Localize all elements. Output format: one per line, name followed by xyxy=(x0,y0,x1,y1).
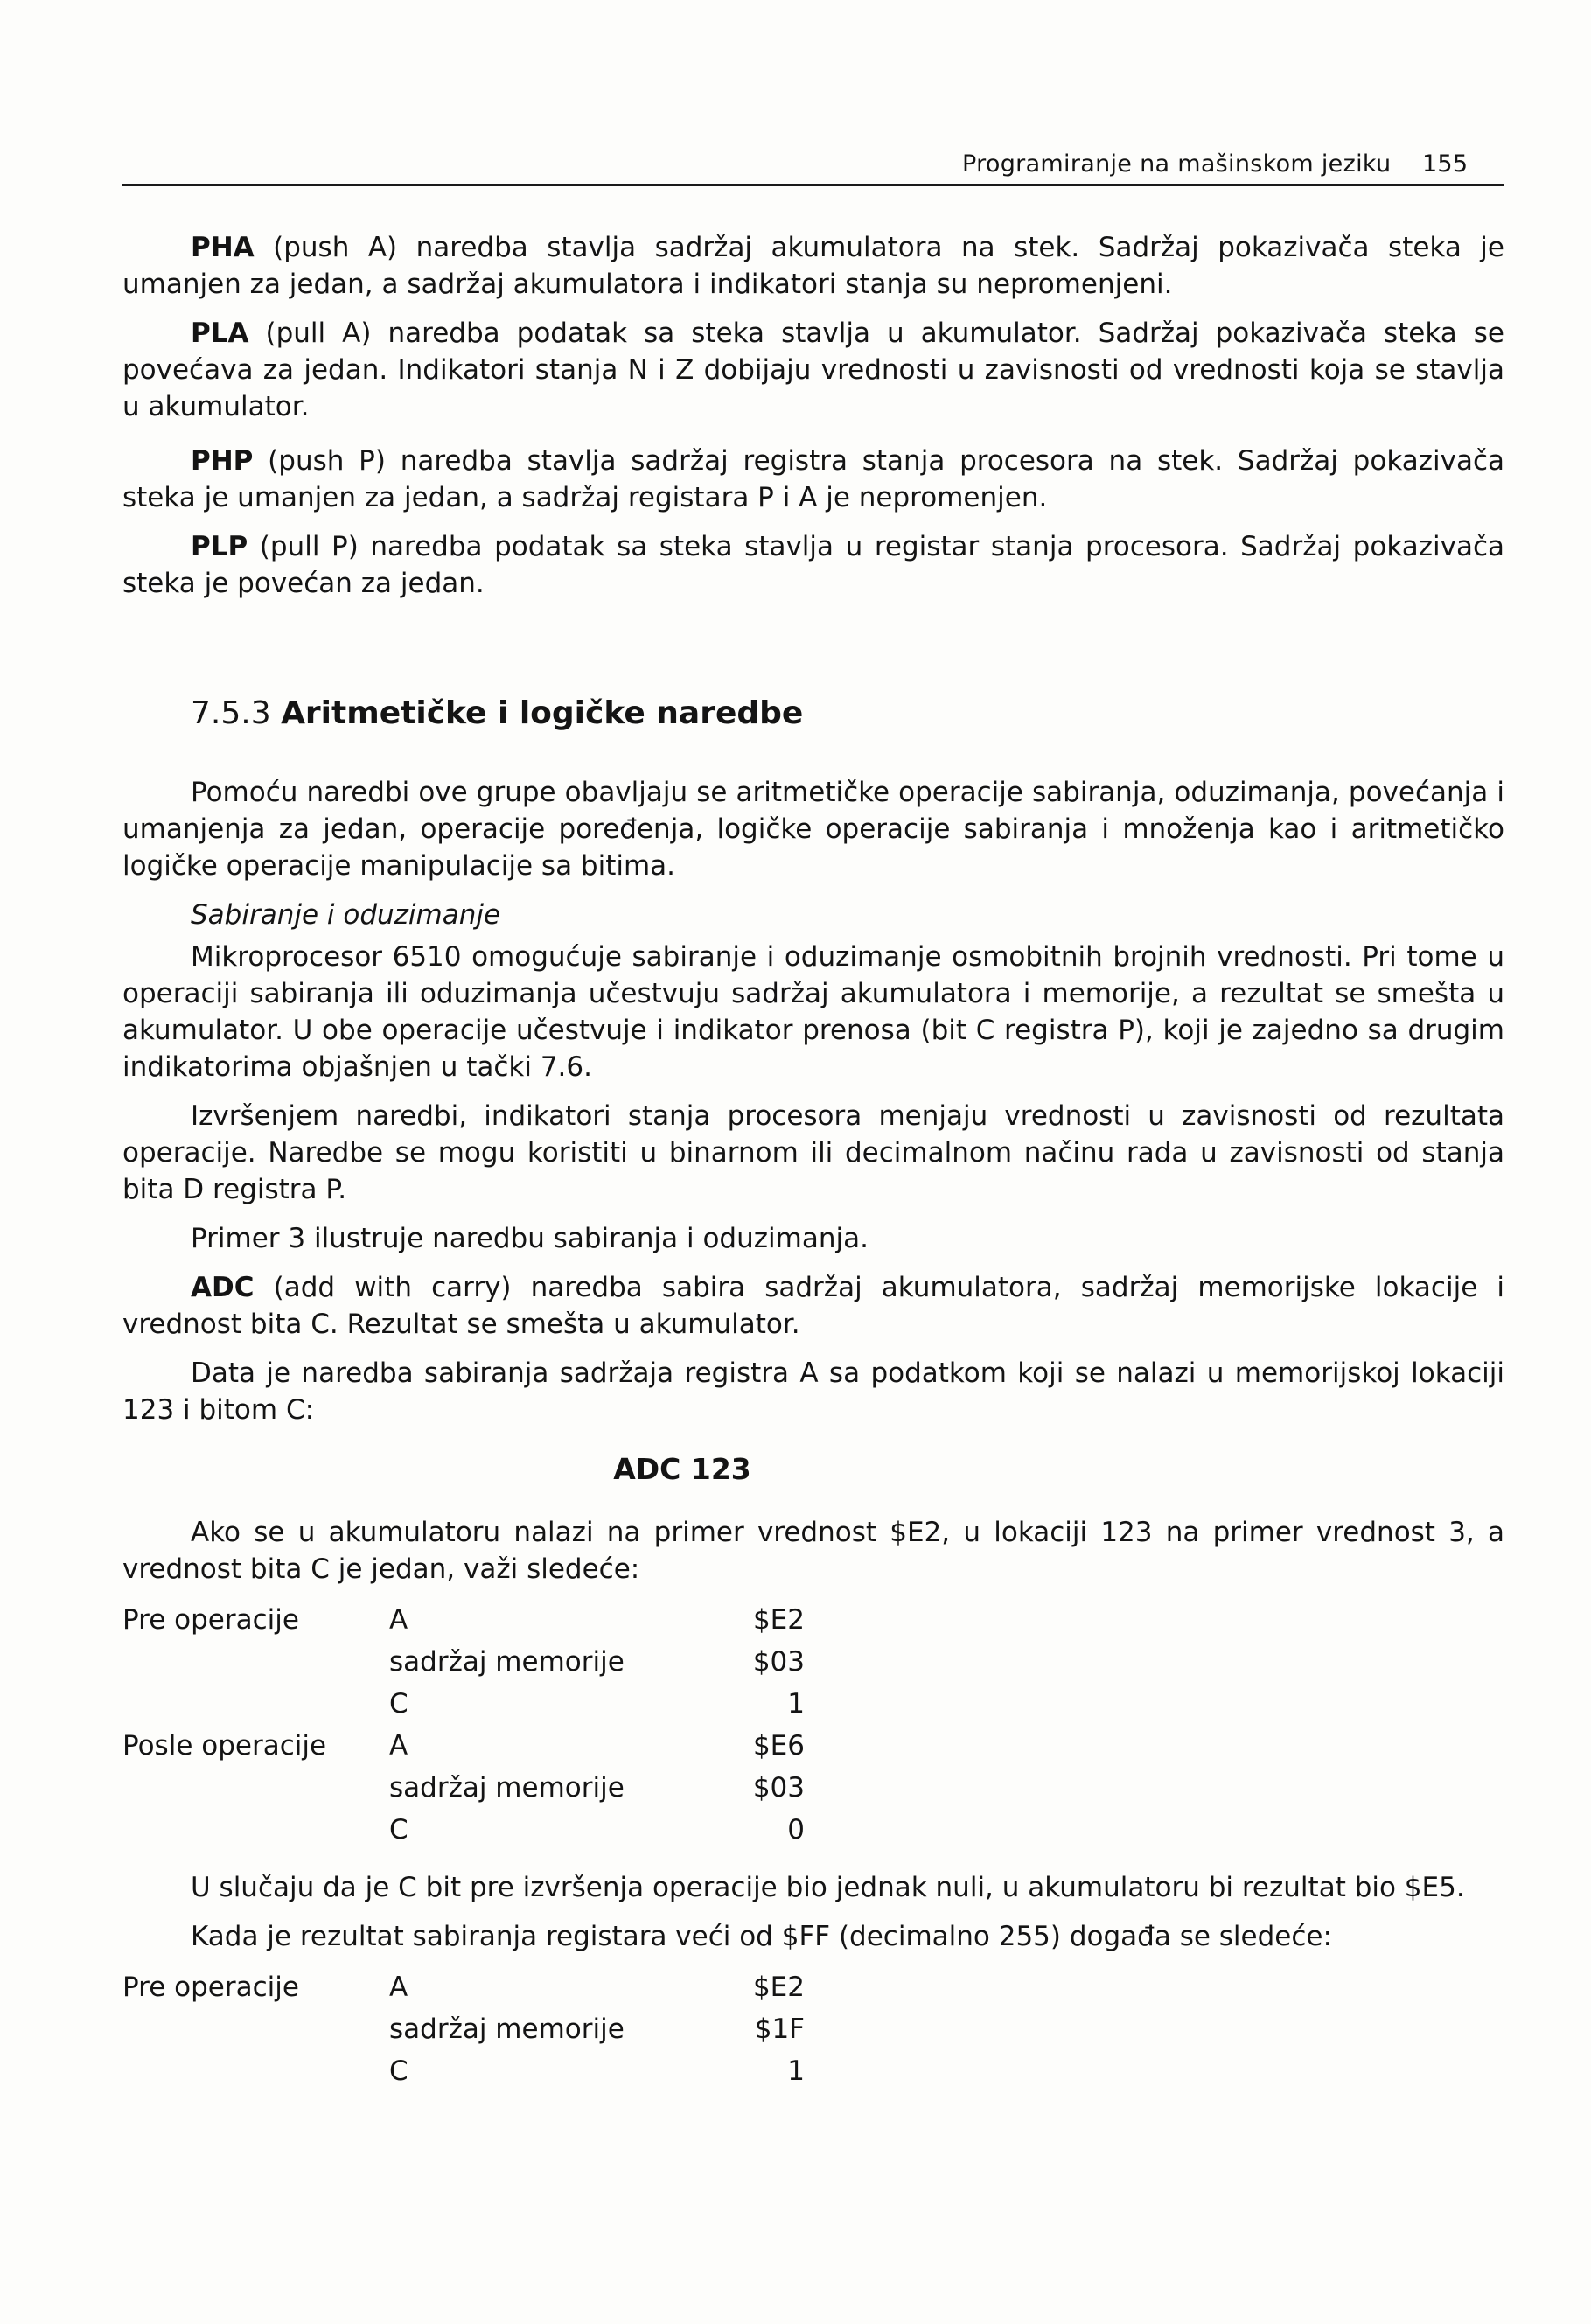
running-head xyxy=(962,150,1468,178)
register-name: sadržaj memorije xyxy=(389,2013,625,2045)
mnemonic-pla: PLA xyxy=(191,318,249,349)
subheading: Sabiranje i oduzimanje xyxy=(191,899,501,931)
example2-table xyxy=(122,1967,805,2093)
mnemonic-adc: ADC xyxy=(191,1272,255,1303)
table-row xyxy=(122,1600,805,1642)
mnemonic-php: PHP xyxy=(191,445,254,477)
page-number: 155 xyxy=(1421,150,1469,178)
register-name: C xyxy=(389,2055,408,2087)
paragraph-p2: Izvršenjem naredbi, indikatori stanja procesora menjaju vrednosti u zavisnosti od rezultata operacije. Naredbe se mogu koristiti u binarnom ili decimalnom načinu rada u zavisnosti od stanja bita D registra P. xyxy=(122,1100,1504,1205)
paragraph-p6: U slučaju da je C bit pre izvršenja operacije bio jednak nuli, u akumulatoru bi rezultat bio $E5. xyxy=(191,1872,1465,1903)
section-heading xyxy=(191,695,803,731)
example1-table xyxy=(122,1600,805,1852)
register-name: sadržaj memorije xyxy=(389,1646,625,1678)
description-pha: (push A) naredba stavlja sadržaj akumulatora na stek. Sadržaj pokazivača steka je umanjen za jedan, a sadržaj akumulatora i indikatori stanja su nepromenjeni. xyxy=(122,232,1504,300)
paragraph-pha xyxy=(122,229,1504,303)
table-row xyxy=(122,1726,805,1768)
phase-label: Posle operacije xyxy=(122,1730,327,1762)
description-php: (push P) naredba stavlja sadržaj registra stanja procesora na stek. Sadržaj pokazivača steka je umanjen za jedan, a sadržaj registara P i A je nepromenjen. xyxy=(122,445,1504,513)
instruction-example: ADC 123 xyxy=(613,1452,751,1486)
mnemonic-plp: PLP xyxy=(191,531,248,562)
paragraph-p5: Ako se u akumulatoru nalazi na primer vrednost $E2, u lokaciji 123 na primer vrednost 3, a vrednost bita C je jedan, važi sledeće: xyxy=(122,1517,1504,1585)
register-name: A xyxy=(389,1730,408,1762)
register-name: sadržaj memorije xyxy=(389,1772,625,1804)
description-plp: (pull P) naredba podatak sa steka stavlja u registar stanja procesora. Sadržaj pokazivača steka je povećan za jedan. xyxy=(122,531,1504,599)
running-title: Programiranje na mašinskom jeziku xyxy=(962,150,1392,178)
phase-label: Pre operacije xyxy=(122,1972,299,2003)
table-row xyxy=(122,1768,805,1810)
paragraph-intro: Pomoću naredbi ove grupe obavljaju se aritmetičke operacije sabiranja, oduzimanja, povećanja i umanjenja za jedan, operacije poređenja, logičke operacije sabiranja i množenja kao i aritmetičko logičke operacije manipulacije sa bitima. xyxy=(122,777,1504,882)
register-name: C xyxy=(389,1688,408,1720)
paragraph-p3: Primer 3 ilustruje naredbu sabiranja i oduzimanja. xyxy=(191,1223,869,1254)
table-row xyxy=(122,2009,805,2051)
table-row xyxy=(122,1684,805,1726)
table-row xyxy=(122,1967,805,2009)
description-adc: (add with carry) naredba sabira sadržaj akumulatora, sadržaj memorijske lokacije i vrednost bita C. Rezultat se smešta u akumulator. xyxy=(122,1272,1505,1340)
register-value: 0 xyxy=(787,1814,805,1846)
register-value: 1 xyxy=(787,1688,805,1720)
paragraph-p1: Mikroprocesor 6510 omogućuje sabiranje i oduzimanje osmobitnih brojnih vrednosti. Pri tome u operaciji sabiranja ili oduzimanja učestvuju sadržaj akumulatora i memorije, a rezultat se smešta u akumulator. U obe operacije učestvuje i indikator prenosa (bit C registra P), koji je zajedno sa drugim indikatorima objašnjen u tački 7.6. xyxy=(122,941,1504,1083)
paragraph-plp xyxy=(122,528,1504,602)
register-value: $03 xyxy=(752,1772,805,1804)
section-number: 7.5.3 xyxy=(191,695,271,731)
paragraph-p4: Data je naredba sabiranja sadržaja registra A sa podatkom koji se nalazi u memorijskoj lokaciji 123 i bitom C: xyxy=(122,1357,1504,1426)
register-value: $03 xyxy=(752,1646,805,1678)
paragraph-p7: Kada je rezultat sabiranja registara veći od $FF (decimalno 255) događa se sledeće: xyxy=(191,1921,1332,1952)
table-row xyxy=(122,1810,805,1852)
register-value: $E2 xyxy=(752,1972,805,2003)
register-value: $E2 xyxy=(752,1604,805,1636)
phase-label: Pre operacije xyxy=(122,1604,299,1636)
stack-instructions xyxy=(122,229,1504,614)
register-name: A xyxy=(389,1972,408,2003)
header-rule xyxy=(122,184,1504,186)
paragraph-adc xyxy=(122,1269,1504,1343)
register-value: 1 xyxy=(787,2055,805,2087)
register-name: C xyxy=(389,1814,408,1846)
table-row xyxy=(122,2051,805,2093)
table-row xyxy=(122,1642,805,1684)
mnemonic-pha: PHA xyxy=(191,232,255,263)
register-name: A xyxy=(389,1604,408,1636)
arithmetic-section xyxy=(122,774,1504,2111)
description-pla: (pull A) naredba podatak sa steka stavlja u akumulator. Sadržaj pokazivača steka se povećava za jedan. Indikatori stanja N i Z dobijaju vrednosti u zavisnosti od vrednosti koja se stavlja u akumulator. xyxy=(122,318,1504,422)
paragraph-php xyxy=(122,443,1504,516)
register-value: $E6 xyxy=(752,1730,805,1762)
section-title: Aritmetičke i logičke naredbe xyxy=(281,695,804,731)
paragraph-pla xyxy=(122,315,1504,425)
register-value: $1F xyxy=(754,2013,805,2045)
